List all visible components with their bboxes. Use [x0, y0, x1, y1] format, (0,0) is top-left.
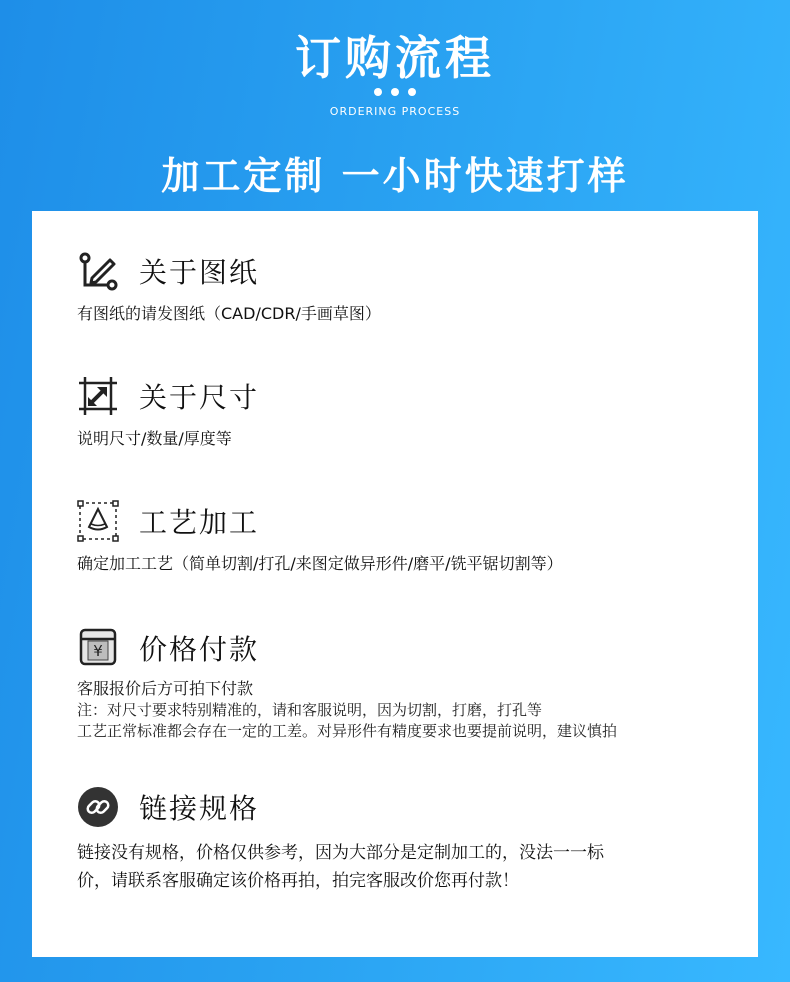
banner-heading: 加工定制 一小时快速打样 [161, 154, 629, 198]
section-note: 注：对尺寸要求特别精准的，请和客服说明，因为切割，打磨，打孔等 [77, 701, 543, 719]
section-title: 价格付款 [139, 633, 260, 666]
section-desc-line: 链接没有规格，价格仅供参考，因为大部分是定制加工的，没法一一标 [77, 843, 604, 863]
section-desc-line: 价，请联系客服确定该价格再拍，拍完客服改价您再付款！ [77, 871, 519, 891]
section-desc: 客服报价后方可拍下付款 [77, 679, 254, 698]
section-title: 关于尺寸 [139, 381, 260, 414]
yen-box-icon [77, 627, 119, 669]
section-desc: 说明尺寸/数量/厚度等 [77, 429, 232, 448]
link-icon [77, 786, 119, 828]
section-size [77, 374, 738, 450]
section-desc: 有图纸的请发图纸（CAD/CDR/手画草图） [77, 304, 381, 323]
section-process [77, 499, 738, 575]
section-desc [77, 839, 738, 895]
resize-arrow-icon [77, 375, 119, 417]
section-desc: 确定加工工艺（简单切割/打孔/来图定做异形件/磨平/铣平锯切割等） [77, 554, 563, 573]
section-drawings [77, 249, 738, 325]
cone-frame-icon [77, 500, 119, 542]
section-note: 工艺正常标准都会存在一定的工差。对异形件有精度要求也要提前说明，建议慎拍 [77, 722, 618, 740]
section-title: 链接规格 [139, 792, 260, 825]
section-title: 工艺加工 [139, 506, 260, 539]
section-title: 关于图纸 [139, 256, 260, 289]
content-card [32, 211, 758, 957]
svg-text:¥: ¥ [93, 642, 103, 660]
drawing-pen-icon [77, 250, 119, 292]
page-subtitle: ORDERING PROCESS [329, 105, 461, 118]
section-link-specs [77, 785, 738, 895]
decorative-dots [0, 88, 790, 96]
page-title: 订购流程 [295, 31, 495, 85]
section-payment [77, 626, 738, 742]
